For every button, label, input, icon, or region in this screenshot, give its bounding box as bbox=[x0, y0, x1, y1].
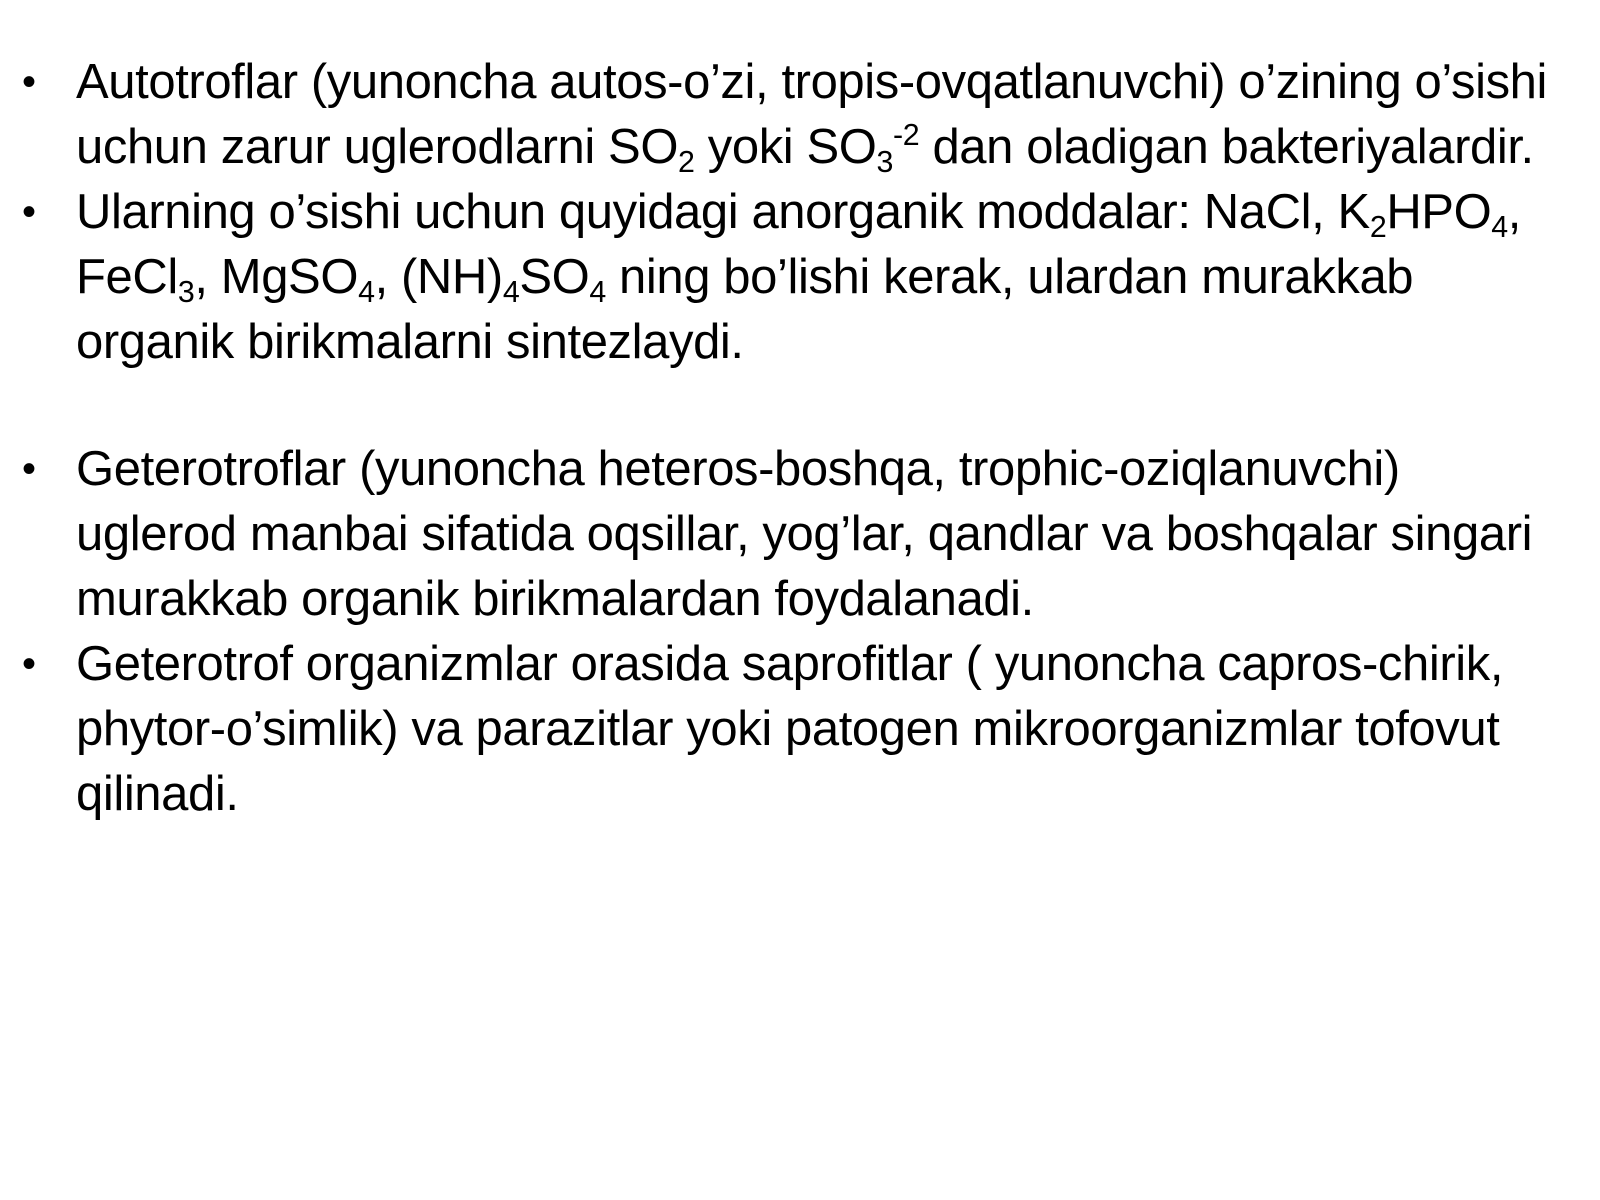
bullet-item-inorganic-nutrients bbox=[22, 180, 1562, 375]
text-segment: dan oladigan bakteriyalardir. bbox=[919, 120, 1534, 174]
text-segment: , (NH) bbox=[374, 250, 503, 304]
text-segment: Autotroflar (yunoncha autos-o’zi, tropis-ovqatlanuvchi) o’zining o’sishi uchun zarur uglerodlarni SO bbox=[76, 55, 1548, 174]
subscript: 4 bbox=[502, 275, 520, 310]
text-segment: , MgSO bbox=[194, 250, 359, 304]
bullet-item-heterotrophs bbox=[22, 437, 1562, 632]
bullet-item-saprophytes-parasites bbox=[22, 632, 1562, 827]
subscript: 4 bbox=[589, 275, 606, 310]
subscript: 2 bbox=[1369, 210, 1387, 245]
text-segment: SO bbox=[519, 250, 590, 304]
text-segment: ning bo’lishi kerak, ulardan murakkab organik birikmalarni sintezlaydi. bbox=[76, 250, 1414, 369]
subscript: 4 bbox=[1491, 210, 1508, 245]
superscript: -2 bbox=[893, 117, 920, 152]
bullet-text bbox=[76, 185, 1521, 369]
subscript: 3 bbox=[177, 275, 195, 310]
bullet-dot-icon: • bbox=[22, 447, 36, 491]
bullet-dot-icon: • bbox=[22, 60, 36, 104]
bullet-item-autotrophs bbox=[22, 50, 1562, 180]
subscript: 4 bbox=[358, 275, 375, 310]
bullet-text bbox=[76, 55, 1548, 180]
text-segment: yoki SO bbox=[694, 120, 877, 174]
subscript: 2 bbox=[678, 145, 695, 180]
text-segment: Ularning o’sishi uchun quyidagi anorganik moddalar: NaCl, K bbox=[76, 185, 1370, 239]
text-segment: HPO bbox=[1386, 185, 1492, 239]
subscript: 3 bbox=[876, 145, 894, 180]
bullet-text: Geterotrof organizmlar orasida saprofitlar ( yunoncha capros-chirik, phytor-o’simlik) va parazitlar yoki patogen mikroorganizmlar tofovut qilinadi. bbox=[76, 637, 1504, 821]
bullet-text: Geterotroflar (yunoncha heteros-boshqa, trophic-oziqlanuvchi) uglerod manbai sifatida oqsillar, yog’lar, qandlar va boshqalar singari murakkab organik birikmalardan foydalanadi. bbox=[76, 442, 1533, 626]
bullet-dot-icon: • bbox=[22, 642, 36, 686]
text-segment: , FeCl bbox=[76, 185, 1522, 304]
bullet-list bbox=[22, 50, 1562, 827]
bullet-dot-icon: • bbox=[22, 190, 36, 234]
